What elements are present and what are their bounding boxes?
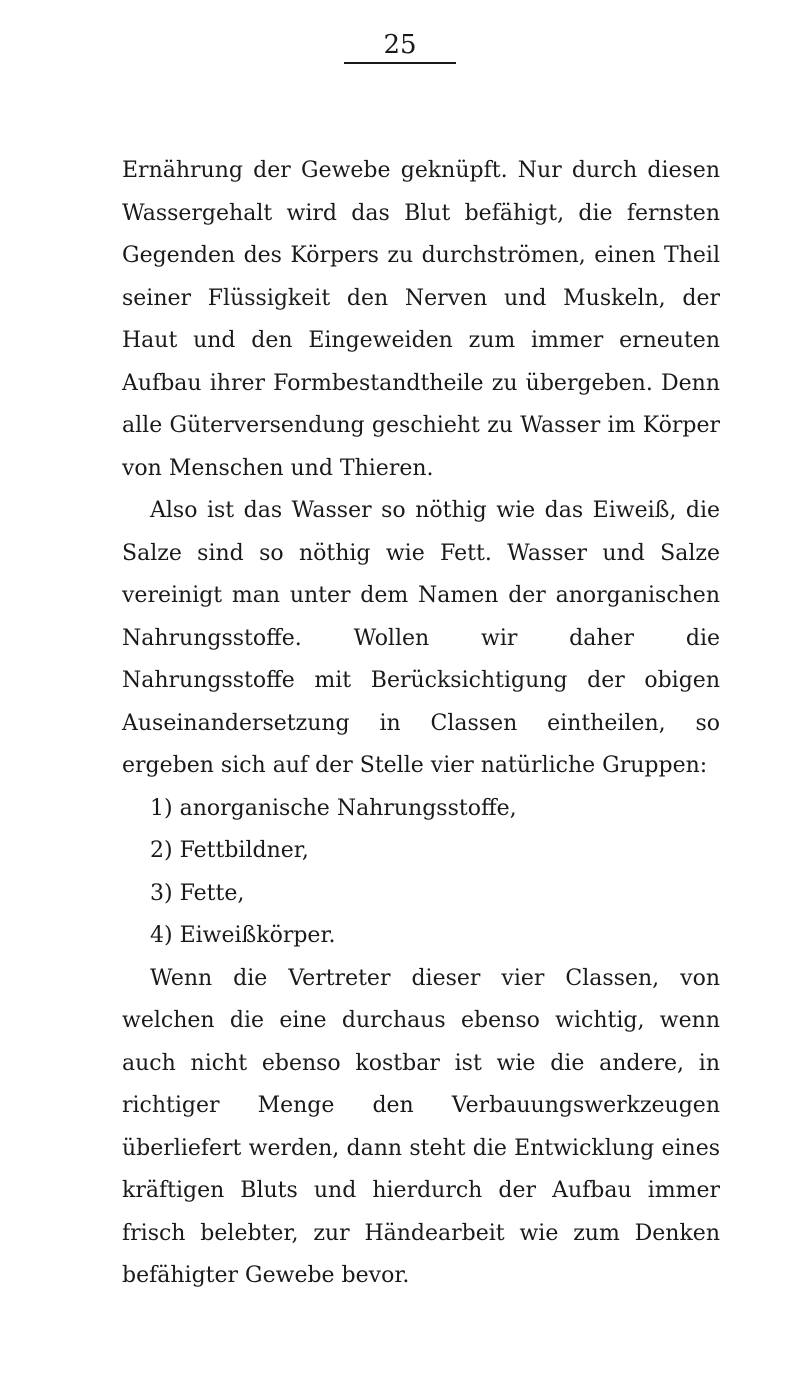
nutrient-groups-list xyxy=(122,788,720,958)
paragraph-3: Wenn die Vertreter dieser vier Classen, von welchen die eine durchaus ebenso wichtig, wenn auch nicht ebenso kostbar ist wie die andere, in richtiger Menge den Verbauungswerkzeugen überliefert werden, dann steht die Entwicklung eines kräftigen Bluts und hierdurch der Aufbau immer frisch belebter, zur Händearbeit wie zum Denken befähigter Gewebe bevor. xyxy=(122,965,720,1288)
list-item: 1) anorganische Nahrungsstoffe, xyxy=(150,795,517,821)
body-text xyxy=(122,150,720,1298)
list-item: 3) Fette, xyxy=(150,880,245,906)
paragraph-2: Also ist das Wasser so nöthig wie das Eiweiß, die Salze sind so nöthig wie Fett. Wasser und Salze vereinigt man unter dem Namen der anorganischen Nahrungsstoffe. Wollen wir daher die Nahrungsstoffe mit Berücksichtigung der obigen Auseinandersetzung in Classen eintheilen, so ergeben sich auf der Stelle vier natürliche Gruppen: xyxy=(122,498,720,778)
page-number: 25 xyxy=(383,30,417,60)
list-item: 2) Fettbildner, xyxy=(150,838,309,863)
paragraph-1: Ernährung der Gewebe geknüpft. Nur durch diesen Wassergehalt wird das Blut befähigt, die fernsten Gegenden des Körpers zu durchströmen, einen Theil seiner Flüssigkeit den Nerven und Muskeln, der Haut und den Eingeweiden zum immer erneuten Aufbau ihrer Formbestandtheile zu übergeben. Denn alle Güterversendung geschieht zu Wasser im Körper von Menschen und Thieren. xyxy=(122,158,720,481)
page-number-rule xyxy=(344,62,456,64)
list-item: 4) Eiweißkörper. xyxy=(150,923,336,948)
